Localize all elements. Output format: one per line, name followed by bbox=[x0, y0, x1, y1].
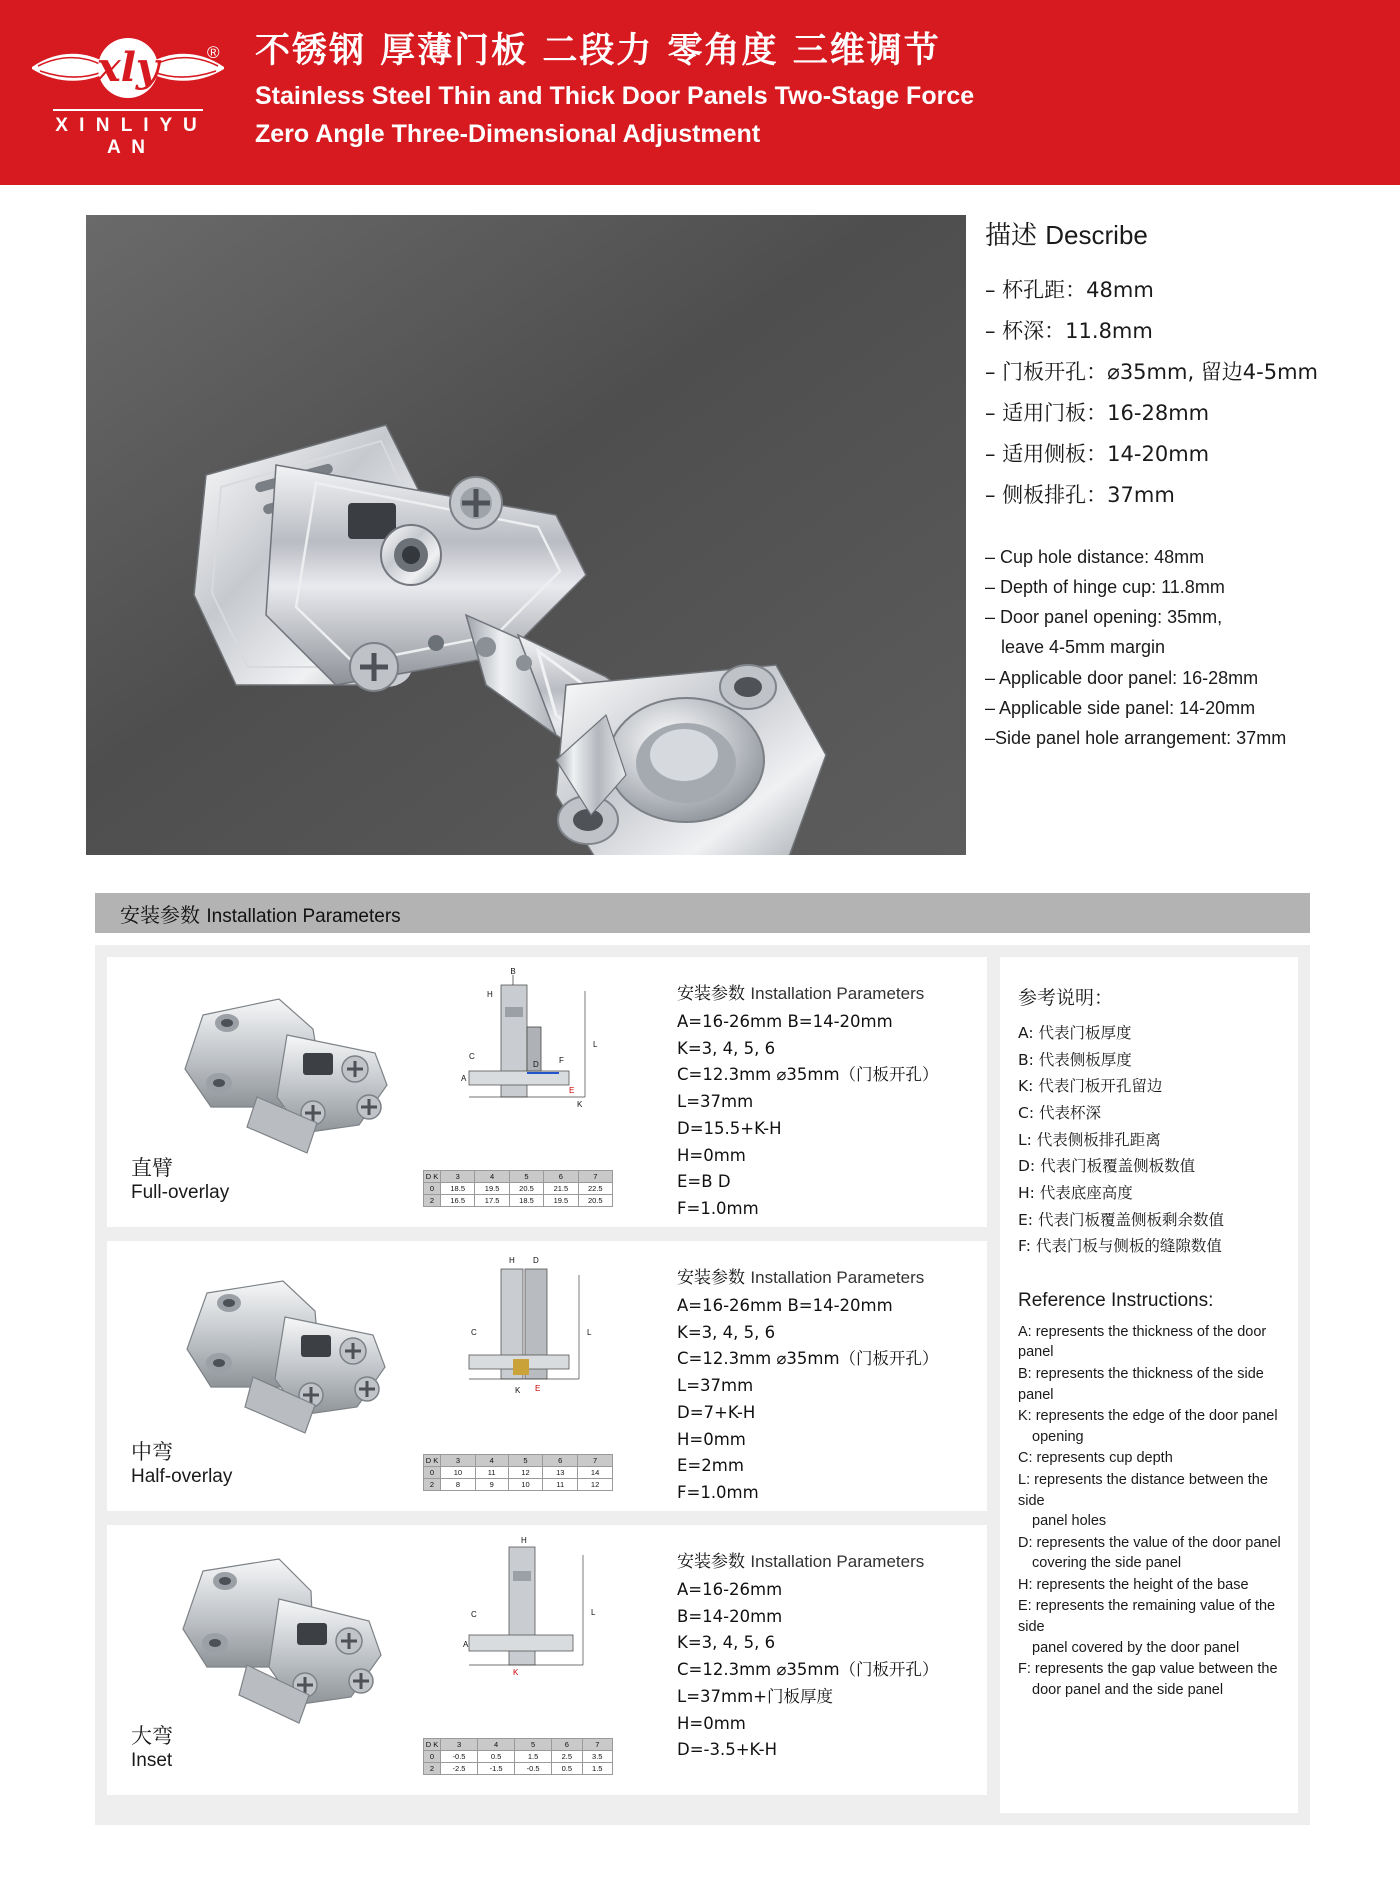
spec-line: H=0mm bbox=[677, 1429, 746, 1449]
row-label bbox=[131, 1439, 232, 1489]
list-item-continuation: opening bbox=[1032, 1428, 1084, 1445]
spec-title-cn: 安装参数 bbox=[677, 1268, 745, 1288]
table-row bbox=[424, 1195, 613, 1207]
spec-line: L=37mm+门板厚度 bbox=[677, 1686, 833, 1706]
cell: 12 bbox=[578, 1479, 613, 1491]
spec-line: F=1.0mm bbox=[677, 1483, 759, 1503]
header-text bbox=[255, 0, 974, 151]
spec-list bbox=[677, 979, 977, 1223]
list-item: – 门板开孔：⌀35mm, 留边4-5mm bbox=[985, 359, 1319, 384]
describe-list-cn bbox=[985, 270, 1385, 516]
parameter-table bbox=[423, 1454, 613, 1491]
column-header: 4 bbox=[478, 1739, 515, 1751]
spec-line: C=12.3mm ⌀35mm（门板开孔） bbox=[677, 1349, 939, 1369]
band-title-cn: 安装参数 bbox=[120, 902, 200, 927]
cell: -1.5 bbox=[478, 1763, 515, 1775]
list-item-main: H: represents the height of the base bbox=[1018, 1576, 1249, 1593]
cell: 22.5 bbox=[578, 1183, 612, 1195]
cell: 10 bbox=[508, 1479, 543, 1491]
cell: 13 bbox=[543, 1467, 578, 1479]
cell: 1.5 bbox=[582, 1763, 612, 1775]
brand-logo bbox=[0, 0, 255, 185]
spec-line: B=14-20mm bbox=[677, 1606, 783, 1626]
list-item: H: 代表底座高度 bbox=[1018, 1183, 1133, 1202]
reference-title-cn: 参考说明： bbox=[1018, 987, 1114, 1009]
list-item: D: 代表门板覆盖侧板数值 bbox=[1018, 1157, 1196, 1176]
spec-line: C=12.3mm ⌀35mm（门板开孔） bbox=[677, 1065, 939, 1085]
svg-text:L: L bbox=[591, 1608, 596, 1617]
spec-line: H=0mm bbox=[677, 1145, 746, 1165]
spec-line: E=2mm bbox=[677, 1456, 744, 1476]
spec-list bbox=[677, 1547, 977, 1764]
svg-text:B: B bbox=[510, 967, 516, 976]
list-item-main: C: represents cup depth bbox=[1018, 1450, 1173, 1467]
cell: 3.5 bbox=[582, 1751, 612, 1763]
spec-line: C=12.3mm ⌀35mm（门板开孔） bbox=[677, 1660, 939, 1680]
spec-line: A=16-26mm B=14-20mm bbox=[677, 1012, 893, 1031]
cell: 10 bbox=[441, 1467, 476, 1479]
row-header: 2 bbox=[424, 1195, 441, 1207]
svg-text:H: H bbox=[521, 1536, 527, 1545]
spec-line: L=37mm bbox=[677, 1092, 754, 1112]
column-header: 7 bbox=[582, 1739, 612, 1751]
reference-list-cn bbox=[1018, 1020, 1282, 1260]
row-label bbox=[131, 1723, 173, 1773]
svg-text:D: D bbox=[533, 1256, 539, 1265]
installation-parameters-panel bbox=[95, 945, 1310, 1825]
column-header: 6 bbox=[543, 1455, 578, 1467]
spec-line: D=15.5+K-H bbox=[677, 1118, 782, 1138]
cell: 12 bbox=[508, 1467, 543, 1479]
row-header: 0 bbox=[424, 1467, 441, 1479]
parameter-table bbox=[423, 1170, 613, 1207]
spec-title bbox=[677, 1547, 977, 1572]
cell: 18.5 bbox=[509, 1195, 543, 1207]
hinge-photo-half-overlay bbox=[107, 1241, 407, 1511]
list-item-continuation: panel holes bbox=[1032, 1513, 1107, 1530]
list-item: – Applicable side panel: 14-20mm bbox=[985, 697, 1256, 718]
cell: 11 bbox=[543, 1479, 578, 1491]
list-item: L: 代表侧板排孔距离 bbox=[1018, 1130, 1161, 1149]
spec-line: A=16-26mm B=14-20mm bbox=[677, 1296, 893, 1315]
row-header: 2 bbox=[424, 1763, 441, 1775]
svg-text:D: D bbox=[533, 1060, 539, 1069]
list-item-continuation: panel covered by the door panel bbox=[1032, 1639, 1240, 1656]
list-item-main: B: represents the thickness of the side panel bbox=[1018, 1366, 1264, 1403]
cell: -0.5 bbox=[515, 1763, 552, 1775]
cell: 16.5 bbox=[441, 1195, 475, 1207]
list-item: – 杯孔距：48mm bbox=[985, 278, 1154, 302]
list-item-continuation: door panel and the side panel bbox=[1032, 1681, 1224, 1698]
svg-text:A: A bbox=[463, 1640, 469, 1649]
technical-diagram bbox=[409, 967, 629, 1217]
describe-title-en: Describe bbox=[1045, 220, 1148, 250]
spec-line: A=16-26mm bbox=[677, 1580, 783, 1599]
list-item: F: 代表门板与侧板的缝隙数值 bbox=[1018, 1237, 1222, 1256]
cell: 20.5 bbox=[509, 1183, 543, 1195]
list-item: – Depth of hinge cup: 11.8mm bbox=[985, 576, 1225, 597]
row-label-en: Half-overlay bbox=[131, 1466, 233, 1488]
row-header: 2 bbox=[424, 1479, 441, 1491]
column-header: 5 bbox=[508, 1455, 543, 1467]
column-header: 7 bbox=[578, 1171, 612, 1183]
spec-list bbox=[677, 1263, 977, 1507]
table-row bbox=[424, 1751, 613, 1763]
row-label-en: Inset bbox=[131, 1750, 173, 1772]
table-corner-header: D K bbox=[424, 1171, 441, 1183]
svg-text:K: K bbox=[513, 1668, 519, 1677]
list-item: leave 4-5mm margin bbox=[1001, 637, 1166, 658]
product-photo bbox=[86, 215, 966, 855]
svg-text:C: C bbox=[471, 1328, 477, 1337]
list-item: – 适用侧板：14-20mm bbox=[985, 441, 1210, 466]
row-label-cn: 直臂 bbox=[131, 1156, 173, 1180]
list-item: B: 代表侧板厚度 bbox=[1018, 1050, 1132, 1069]
list-item-main: F: represents the gap value between the bbox=[1018, 1661, 1278, 1678]
row-label-cn: 中弯 bbox=[131, 1440, 173, 1464]
cell: 20.5 bbox=[578, 1195, 612, 1207]
svg-text:L: L bbox=[587, 1328, 592, 1337]
column-header: 3 bbox=[441, 1455, 476, 1467]
svg-text:K: K bbox=[515, 1386, 521, 1395]
spec-line: D=-3.5+K-H bbox=[677, 1740, 777, 1760]
page-header bbox=[0, 0, 1400, 185]
describe-section bbox=[985, 215, 1385, 753]
reference-instructions-panel bbox=[1000, 957, 1298, 1813]
cell: 21.5 bbox=[544, 1183, 578, 1195]
parameter-table bbox=[423, 1738, 613, 1775]
technical-diagram bbox=[409, 1251, 629, 1501]
cell: 8 bbox=[441, 1479, 476, 1491]
list-item bbox=[1018, 1322, 1282, 1363]
svg-text:H: H bbox=[509, 1256, 515, 1265]
table-row bbox=[107, 1241, 987, 1511]
svg-text:L: L bbox=[593, 1040, 598, 1049]
svg-text:xly: xly bbox=[96, 43, 159, 91]
cell: 17.5 bbox=[475, 1195, 509, 1207]
table-row bbox=[107, 1525, 987, 1795]
list-item: – 杯深：11.8mm bbox=[985, 318, 1153, 343]
svg-text:E: E bbox=[569, 1086, 575, 1095]
row-label-cn: 大弯 bbox=[131, 1724, 173, 1748]
cell: 0.5 bbox=[478, 1751, 515, 1763]
column-header: 5 bbox=[515, 1739, 552, 1751]
header-title-cn: 不锈钢 厚薄门板 二段力 零角度 三维调节 bbox=[255, 31, 941, 71]
table-row bbox=[107, 957, 987, 1227]
hinge-photo-inset bbox=[107, 1525, 407, 1795]
svg-text:H: H bbox=[487, 990, 493, 999]
hinge-illustration bbox=[86, 215, 966, 855]
svg-text:F: F bbox=[559, 1056, 564, 1065]
list-item: – 适用门板：16-28mm bbox=[985, 400, 1210, 425]
row-label bbox=[131, 1155, 229, 1205]
cell: 0.5 bbox=[552, 1763, 582, 1775]
list-item-main: D: represents the value of the door panel bbox=[1018, 1534, 1281, 1551]
describe-title-cn: 描述 bbox=[985, 221, 1038, 251]
logo-pinyin: X I N L I Y U A N bbox=[53, 109, 203, 159]
cell: 9 bbox=[475, 1479, 508, 1491]
technical-diagram bbox=[409, 1535, 629, 1785]
list-item bbox=[1018, 1575, 1282, 1596]
column-header: 6 bbox=[552, 1739, 582, 1751]
spec-line: E=B D bbox=[677, 1172, 731, 1192]
list-item: A: 代表门板厚度 bbox=[1018, 1024, 1132, 1042]
table-row bbox=[424, 1183, 613, 1195]
column-header: 7 bbox=[578, 1455, 613, 1467]
registered-mark: ® bbox=[206, 42, 220, 62]
spec-line: L=37mm bbox=[677, 1376, 754, 1396]
spec-title-cn: 安装参数 bbox=[677, 984, 745, 1004]
spec-title bbox=[677, 979, 977, 1004]
list-item bbox=[1018, 1364, 1282, 1405]
cell: 18.5 bbox=[441, 1183, 475, 1195]
svg-text:K: K bbox=[577, 1100, 583, 1109]
header-title-en-line1: Stainless Steel Thin and Thick Door Panels Two-Stage Force bbox=[255, 81, 975, 110]
spec-line: D=7+K-H bbox=[677, 1402, 756, 1422]
column-header: 6 bbox=[544, 1171, 578, 1183]
describe-title bbox=[985, 215, 1385, 252]
list-item: – Door panel opening: 35mm, bbox=[985, 607, 1223, 628]
list-item-main: A: represents the thickness of the door panel bbox=[1018, 1323, 1267, 1361]
spec-title-en: Installation Parameters bbox=[750, 1268, 925, 1287]
list-item-main: K: represents the edge of the door panel bbox=[1018, 1408, 1278, 1425]
wings-logo-icon bbox=[28, 33, 228, 105]
spec-title bbox=[677, 1263, 977, 1288]
band-title-en: Installation Parameters bbox=[206, 905, 401, 927]
hinge-photo-full-overlay bbox=[107, 957, 407, 1227]
list-item: C: 代表杯深 bbox=[1018, 1103, 1101, 1122]
svg-text:E: E bbox=[535, 1384, 541, 1393]
reference-title-en: Reference Instructions: bbox=[1018, 1289, 1214, 1311]
column-header: 4 bbox=[475, 1171, 509, 1183]
cell: 19.5 bbox=[475, 1183, 509, 1195]
spec-title-en: Installation Parameters bbox=[750, 1552, 925, 1571]
column-header: 3 bbox=[441, 1171, 475, 1183]
list-item bbox=[1018, 1406, 1282, 1447]
cell: 1.5 bbox=[515, 1751, 552, 1763]
spec-title-cn: 安装参数 bbox=[677, 1552, 745, 1572]
list-item: K: 代表门板开孔留边 bbox=[1018, 1077, 1163, 1096]
cell: 2.5 bbox=[552, 1751, 582, 1763]
column-header: 5 bbox=[509, 1171, 543, 1183]
band-title bbox=[95, 899, 401, 928]
svg-text:A: A bbox=[461, 1074, 467, 1083]
svg-text:C: C bbox=[469, 1052, 475, 1061]
column-header: 4 bbox=[475, 1455, 508, 1467]
list-item bbox=[1018, 1470, 1282, 1532]
table-row bbox=[424, 1479, 613, 1491]
spec-line: K=3, 4, 5, 6 bbox=[677, 1038, 776, 1058]
column-header: 3 bbox=[441, 1739, 478, 1751]
list-item bbox=[1018, 1533, 1282, 1574]
cell: 19.5 bbox=[544, 1195, 578, 1207]
spec-title-en: Installation Parameters bbox=[750, 984, 925, 1003]
table-row bbox=[424, 1467, 613, 1479]
cell: 11 bbox=[475, 1467, 508, 1479]
cell: 14 bbox=[578, 1467, 613, 1479]
list-item: E: 代表门板覆盖侧板剩余数值 bbox=[1018, 1210, 1224, 1229]
svg-text:C: C bbox=[471, 1610, 477, 1619]
spec-line: K=3, 4, 5, 6 bbox=[677, 1633, 776, 1653]
spec-line: K=3, 4, 5, 6 bbox=[677, 1322, 776, 1342]
describe-list-en bbox=[985, 542, 1385, 754]
row-label-en: Full-overlay bbox=[131, 1182, 230, 1204]
cell: -2.5 bbox=[441, 1763, 478, 1775]
spec-line: F=1.0mm bbox=[677, 1199, 759, 1219]
cell: -0.5 bbox=[441, 1751, 478, 1763]
spec-line: H=0mm bbox=[677, 1713, 746, 1733]
list-item: – Cup hole distance: 48mm bbox=[985, 546, 1205, 567]
header-title-en-line2: Zero Angle Three-Dimensional Adjustment bbox=[255, 120, 761, 149]
list-item-continuation: covering the side panel bbox=[1032, 1555, 1182, 1572]
reference-list-en bbox=[1018, 1322, 1282, 1700]
list-item bbox=[1018, 1596, 1282, 1658]
list-item: –Side panel hole arrangement: 37mm bbox=[985, 728, 1287, 749]
list-item: – Applicable door panel: 16-28mm bbox=[985, 667, 1259, 688]
list-item: – 侧板排孔：37mm bbox=[985, 482, 1175, 507]
list-item-main: L: represents the distance between the side bbox=[1018, 1471, 1268, 1509]
list-item bbox=[1018, 1448, 1282, 1469]
row-header: 0 bbox=[424, 1183, 441, 1195]
table-corner-header: D K bbox=[424, 1739, 441, 1751]
list-item-main: E: represents the remaining value of the side bbox=[1018, 1598, 1276, 1635]
table-row bbox=[424, 1763, 613, 1775]
row-header: 0 bbox=[424, 1751, 441, 1763]
installation-parameters-band bbox=[95, 893, 1310, 933]
list-item bbox=[1018, 1659, 1282, 1700]
table-corner-header: D K bbox=[424, 1455, 441, 1467]
